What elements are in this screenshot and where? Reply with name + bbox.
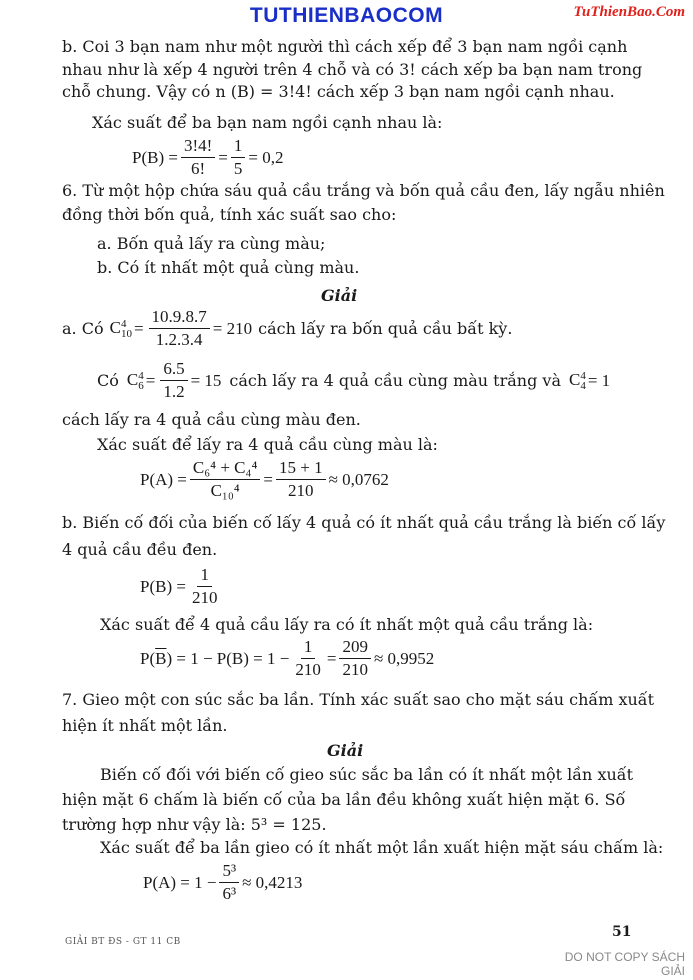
fraction	[339, 638, 371, 679]
numerator: 1	[301, 638, 316, 659]
solution-heading: Giải	[321, 286, 358, 305]
question-line: 7. Gieo một con súc sắc ba lần. Tính xác suất sao cho mặt sáu chấm xuất	[62, 690, 655, 709]
numerator: 6.5	[160, 360, 187, 381]
denominator: 210	[191, 588, 218, 607]
question-line: 6. Từ một hộp chứa sáu quả cầu trắng và bốn quả cầu đen, lấy ngẫu nhiên	[62, 181, 665, 200]
numerator: 10.9.8.7	[149, 308, 210, 329]
formula-c10	[62, 308, 512, 349]
question-line: đồng thời bốn quả, tính xác suất sao cho:	[62, 205, 397, 224]
numerator: 15 + 1	[276, 459, 326, 480]
paragraph-line: hiện mặt 6 chấm là biến cố của ba lần đều không xuất hiện mặt 6. Số	[62, 790, 626, 809]
numerator: 1	[231, 137, 246, 158]
equals: =	[133, 318, 144, 338]
fraction	[149, 308, 210, 349]
formula-part: P(	[140, 648, 156, 668]
formula-pb	[132, 137, 283, 178]
paragraph-line: Biến cố đối với biến cố gieo súc sắc ba lần có ít nhất một lần xuất	[100, 765, 634, 784]
paragraph-line: Xác suất để 4 quả cầu lấy ra có ít nhất một quả cầu trắng là:	[100, 615, 594, 634]
comb-sup: 4	[580, 370, 586, 383]
text-mid: cách lấy ra 4 quả cầu cùng màu trắng và	[229, 371, 561, 390]
formula-rhs: = 15	[190, 370, 222, 390]
comb-sub: 10	[120, 328, 132, 341]
question-line: b. Có ít nhất một quả cùng màu.	[97, 258, 360, 277]
comb-letter: C	[126, 369, 139, 389]
comb-sup: 4	[120, 318, 127, 331]
paragraph-line: Xác suất để ba lần gieo có ít nhất một lần xuất hiện mặt sáu chấm là:	[100, 838, 664, 857]
text-prefix: Có	[97, 371, 119, 390]
paragraph-line: trường hợp như vậy là: 5³ = 125.	[62, 815, 327, 834]
fraction	[292, 638, 324, 679]
site-logo: TuThienBao.Com	[573, 4, 685, 20]
formula-rhs: ≈ 0,9952	[373, 648, 435, 668]
combination	[127, 370, 144, 391]
numerator: C₆⁴ + C₄⁴	[190, 459, 260, 480]
comb-sup: 4	[138, 370, 144, 383]
paragraph-line: cách lấy ra 4 quả cầu cùng màu đen.	[62, 410, 361, 429]
equals: =	[218, 147, 228, 167]
denominator: 210	[288, 481, 314, 500]
paragraph-line: 4 quả cầu đều đen.	[62, 540, 218, 559]
formula-rhs: = 210	[212, 318, 253, 338]
denominator: 1.2	[163, 382, 185, 401]
fraction	[160, 360, 187, 401]
denominator: 210	[342, 660, 368, 679]
denominator: 6³	[222, 884, 237, 903]
watermark: DO NOT COPY SÁCH GIẢI	[564, 950, 685, 978]
numerator: 5³	[219, 862, 239, 883]
numerator: 209	[339, 638, 371, 659]
site-header: TUTHIENBAOCOM	[249, 4, 444, 27]
combination	[569, 370, 586, 391]
comb-letter: C	[109, 317, 121, 337]
complement-b: $\overline{B}$	[155, 648, 167, 668]
formula-lhs: P(A) =	[140, 469, 187, 489]
fraction	[231, 137, 246, 178]
numerator: 3!4!	[181, 137, 215, 158]
question-line: a. Bốn quả lấy ra cùng màu;	[97, 234, 326, 253]
paragraph-line: Xác suất để ba bạn nam ngồi cạnh nhau là:	[92, 113, 443, 132]
question-line: hiện ít nhất một lần.	[62, 716, 228, 735]
fraction	[181, 137, 215, 178]
formula-lhs: P(A) = 1 −	[143, 872, 217, 892]
page-number: 51	[612, 924, 632, 940]
formula-part: ) = 1 − P(B) = 1 −	[166, 648, 290, 668]
formula-lhs: P(B) =	[140, 576, 186, 596]
paragraph-line: Xác suất để lấy ra 4 quả cầu cùng màu là:	[97, 435, 438, 454]
solution-heading: Giải	[327, 741, 364, 760]
denominator: 210	[295, 660, 321, 679]
equals: =	[145, 370, 156, 390]
formula-rhs: = 1	[587, 370, 611, 390]
fraction	[189, 566, 221, 607]
paragraph-line: b. Biến cố đối của biến cố lấy 4 quả có ít nhất quả cầu trắng là biến cố lấy	[62, 513, 666, 532]
formula-rhs: ≈ 0,4213	[242, 872, 303, 892]
formula-pa	[140, 459, 389, 500]
fraction	[190, 459, 260, 500]
fraction	[219, 862, 239, 903]
paragraph-line: b. Coi 3 bạn nam như một người thì cách xếp để 3 bạn nam ngồi cạnh	[62, 37, 628, 56]
numerator: 1	[197, 566, 212, 587]
formula-rhs: = 0,2	[248, 147, 284, 167]
paragraph-line: nhau như là xếp 4 người trên 4 chỗ và có 3! cách xếp ba bạn nam trong	[62, 60, 643, 79]
text-suffix: cách lấy ra bốn quả cầu bất kỳ.	[258, 319, 513, 338]
formula-c6	[97, 360, 610, 401]
fraction	[276, 459, 326, 500]
formula-pbbar	[140, 638, 434, 679]
text-prefix: a. Có	[62, 319, 104, 338]
formula-lhs: P(B) =	[132, 147, 178, 167]
denominator: 5	[233, 159, 243, 178]
denominator: 1.2.3.4	[155, 330, 203, 349]
denominator: 6!	[191, 159, 206, 178]
comb-sub: 4	[580, 380, 586, 393]
formula-pa2	[143, 862, 302, 903]
combination	[110, 318, 132, 339]
comb-sub: 6	[138, 380, 144, 393]
comb-letter: C	[569, 369, 581, 389]
formula-pb2	[140, 566, 223, 607]
footer-book-title: GIẢI BT ĐS - GT 11 CB	[65, 937, 181, 947]
equals: =	[263, 469, 273, 489]
denominator: C₁₀⁴	[210, 481, 240, 500]
equals: =	[326, 648, 337, 668]
paragraph-line: chỗ chung. Vậy có n (B) = 3!4! cách xếp 3 bạn nam ngồi cạnh nhau.	[62, 82, 615, 101]
formula-rhs: ≈ 0,0762	[328, 469, 389, 489]
